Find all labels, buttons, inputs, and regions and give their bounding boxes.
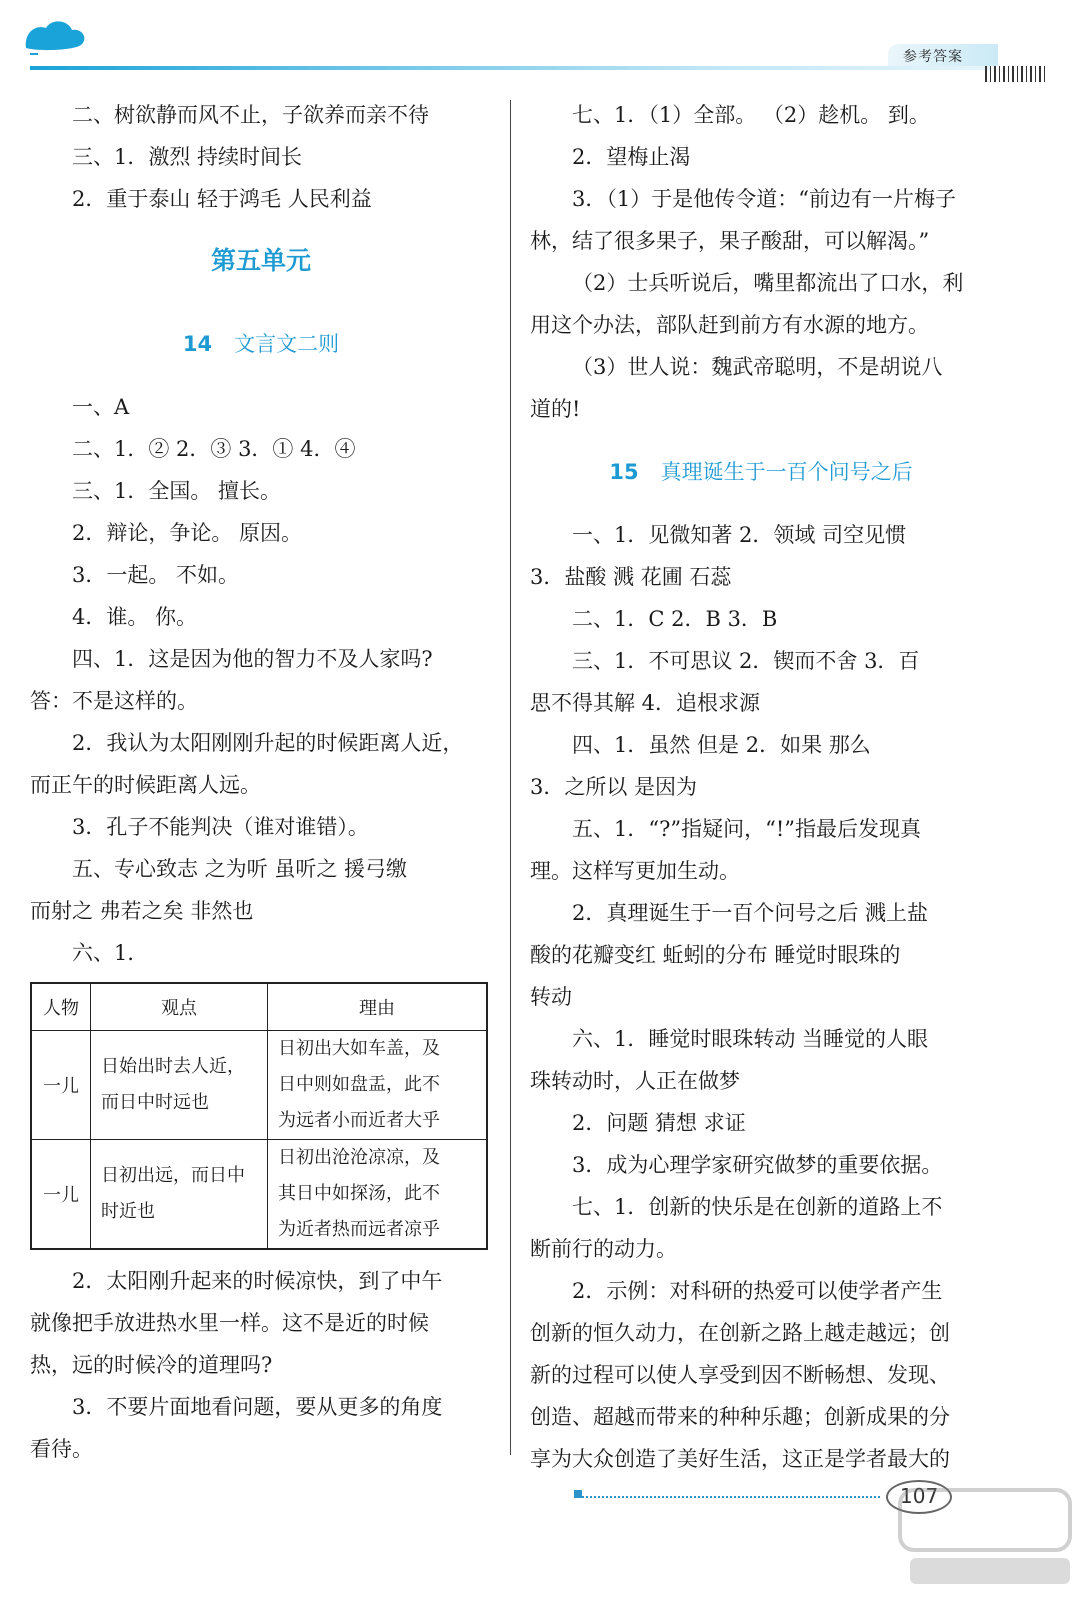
table-header: 理由 [268,983,488,1031]
left-column [30,94,492,1470]
cloud-logo-icon [20,14,90,64]
column-divider [510,100,511,1455]
answer-line: 4．谁。 你。 [72,605,198,629]
answer-line: 看待。 [30,1437,93,1461]
unit-title: 第五单元 [210,246,311,275]
answer-line: 创造、超越而带来的种种乐趣；创新成果的分 [530,1405,950,1429]
cell-line: 日始出时去人近， [101,1056,245,1077]
answer-line: 理。这样写更加生动。 [530,859,740,883]
lesson-name: 文言文二则 [234,332,340,356]
lesson-name: 真理诞生于一百个问号之后 [660,460,913,484]
table-header: 观点 [91,983,268,1031]
answer-line: 就像把手放进热水里一样。这不是近的时候 [30,1311,429,1335]
table-row [31,1140,487,1250]
lesson-number: 14 [182,332,213,356]
answer-line: 3．（1）于是他传令道：“前边有一片梅子 [572,187,956,211]
answer-line: 3．盐酸 溅 花圃 石蕊 [530,565,732,589]
page-header [0,0,1085,90]
answer-line: 享为大众创造了美好生活，这正是学者最大的 [530,1447,950,1471]
answer-line: 四、1．虽然 但是 2．如果 那么 [572,733,871,757]
answer-line: 2．真理诞生于一百个问号之后 溅上盐 [572,901,929,925]
answer-line: 3．一起。 不如。 [72,563,240,587]
answer-line: 酸的花瓣变红 蚯蚓的分布 睡觉时眼珠的 [530,943,901,967]
answer-line: 而正午的时候距离人远。 [30,773,261,797]
answer-line: 断前行的动力。 [530,1237,677,1261]
table-row [31,1031,487,1140]
answer-line: （3）世人说：魏武帝聪明，不是胡说八 [572,355,943,379]
answer-line: 二、1．② 2．③ 3．① 4．④ [72,437,356,461]
answer-line: 答：不是这样的。 [30,689,198,713]
answer-line: 七、1．（1）全部。 （2）趁机。 到。 [572,103,930,127]
answer-line: 用这个办法，部队赶到前方有水源的地方。 [530,313,929,337]
cell-line: 而日中时远也 [101,1092,209,1113]
table-cell-person: 一儿 [31,1031,91,1140]
cell-line: 日初出远，而日中 [101,1165,245,1186]
table-cell-reason [268,1031,488,1140]
answer-line: 二、树欲静而风不止，子欲养而亲不待 [72,103,429,127]
cell-line: 时近也 [101,1201,155,1222]
answer-line: 道的! [530,397,581,421]
watermark-logo-icon [890,1480,1080,1596]
answer-line: 五、专心致志 之为听 虽听之 援弓缴 [72,857,408,881]
cell-line: 日中则如盘盂，此不 [278,1074,440,1095]
table-header: 人物 [31,983,91,1031]
answer-line: 3．成为心理学家研究做梦的重要依据。 [572,1153,943,1177]
cell-line: 为近者热而远者凉乎 [278,1219,440,1240]
answer-line: （2）士兵听说后，嘴里都流出了口水，利 [572,271,964,295]
answer-line: 三、1．不可思议 2．锲而不舍 3．百 [572,649,920,673]
answer-line: 2．望梅止渴 [572,145,691,169]
lesson-title [30,302,492,386]
answer-line: 创新的恒久动力，在创新之路上越走越远；创 [530,1321,950,1345]
cell-line: 其日中如探汤，此不 [278,1183,440,1204]
table-cell-view [91,1140,268,1250]
answer-line: 六、1．睡觉时眼珠转动 当睡觉的人眼 [572,1027,929,1051]
answer-line: 2．问题 猜想 求证 [572,1111,746,1135]
footer-dotted-rule [575,1496,880,1502]
table-cell-person: 一儿 [31,1140,91,1250]
answer-line: 思不得其解 4．追根求源 [530,691,761,715]
answer-line: 新的过程可以使人享受到因不断畅想、发现、 [530,1363,950,1387]
answer-line: 而射之 弗若之矣 非然也 [30,899,254,923]
table-header-row [31,983,487,1031]
answer-line: 三、1．激烈 持续时间长 [72,145,303,169]
right-column [530,94,992,1480]
answer-line: 2．重于泰山 轻于鸿毛 人民利益 [72,187,372,211]
answer-line: 一、1．见微知著 2．领域 司空见惯 [572,523,907,547]
answer-line: 林，结了很多果子，果子酸甜，可以解渴。” [530,229,930,253]
answer-line: 热，远的时候冷的道理吗? [30,1353,273,1377]
answer-line: 2．我认为太阳刚刚升起的时候距离人近， [72,731,464,755]
answer-line: 3．之所以 是因为 [530,775,698,799]
page-number: 107 [900,1484,939,1508]
answer-line: 三、1．全国。 擅长。 [72,479,282,503]
answer-line: 3．不要片面地看问题，要从更多的角度 [72,1395,443,1419]
answer-line: 一、A [72,395,130,419]
header-label: 参考答案 [903,49,963,65]
cell-line: 日初出大如车盖，及 [278,1038,440,1059]
cell-line: 为远者小而近者大乎 [278,1110,440,1131]
answer-line: 四、1．这是因为他的智力不及人家吗? [72,647,433,671]
answer-line: 二、1．C 2．B 3．B [572,607,778,631]
cell-line: 日初出沧沧凉凉，及 [278,1147,440,1168]
answer-line: 五、1．“?”指疑问，“!”指最后发现真 [572,817,922,841]
lesson-title [530,430,992,514]
answer-line: 2．辩论，争论。 原因。 [72,521,303,545]
table-cell-view [91,1031,268,1140]
answer-line: 2．示例：对科研的热爱可以使学者产生 [572,1279,943,1303]
answer-line: 2．太阳刚升起来的时候凉快，到了中午 [72,1269,443,1293]
table-cell-reason [268,1140,488,1250]
answer-line: 转动 [530,985,572,1009]
answer-line: 珠转动时，人正在做梦 [530,1069,740,1093]
answer-line: 六、1． [72,941,149,965]
answer-line: 七、1．创新的快乐是在创新的道路上不 [572,1195,943,1219]
header-rule [30,66,990,70]
answer-line: 3．孔子不能判决（谁对谁错）。 [72,815,369,839]
lesson-number: 15 [609,460,639,484]
barcode-decoration [985,66,1045,82]
answer-table [30,982,488,1250]
